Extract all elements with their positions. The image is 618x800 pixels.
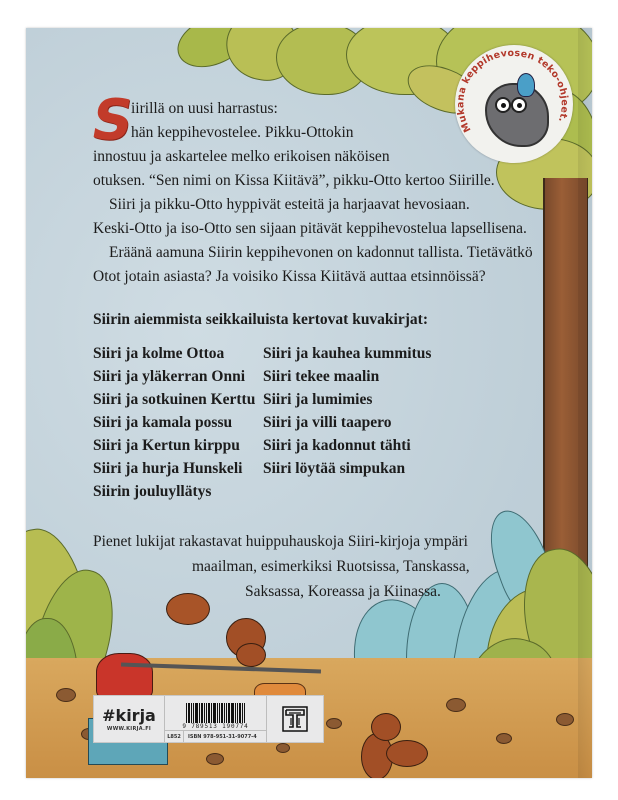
- intro-line: iirillä on uusi harrastus:: [131, 100, 278, 117]
- dropcap-letter: S: [86, 88, 139, 153]
- red-polka-dot-bag: [96, 653, 153, 700]
- brand-url: WWW.KIRJA.FI: [106, 725, 152, 732]
- barcode-icon: [186, 703, 246, 723]
- intro-line: innostuu ja askartelee melko erikoisen näköisen: [93, 148, 390, 165]
- intro-line: otuksen. “Sen nimi on Kissa Kiitävä”, pikku-Otto kertoo Siirille.: [93, 172, 495, 189]
- outro-line: Saksassa, Koreassa ja Kiinassa.: [245, 583, 441, 600]
- outro-line: maailman, esimerkiksi Ruotsissa, Tanskassa,: [192, 558, 470, 575]
- intro-line: Otot jotain asiasta? Ja voisiko Kissa Kiitävä auttaa etsinnöissä?: [93, 268, 486, 285]
- isbn-number: ISBN 978-951-31-9077-4: [188, 733, 257, 740]
- previous-books-heading: Siirin aiemmista seikkailuista kertovat kuvakirjat:: [93, 311, 428, 328]
- barcode-digits: 9 789513 190774: [182, 723, 249, 730]
- intro-line: Eräänä aamuna Siirin keppihevonen on kadonnut tallista. Tietävätkö: [109, 244, 533, 261]
- barcode-block: [165, 696, 267, 742]
- book-title: Siiri ja kadonnut tähti: [263, 437, 411, 454]
- intro-line: Siiri ja pikku-Otto hyppivät esteitä ja harjaavat hevosiaan.: [109, 196, 470, 213]
- book-title: Siiri ja yläkerran Onni: [93, 368, 245, 385]
- spine-shade: [578, 28, 592, 778]
- book-title: Siiri löytää simpukan: [263, 460, 406, 477]
- book-title: Siiri ja kolme Ottoa: [93, 345, 225, 362]
- book-title: Siiri ja kauhea kummitus: [263, 345, 432, 362]
- svg-text:Mukana keppihevosen teko-ohjee: Mukana keppihevosen teko-ohjeet.: [455, 47, 570, 134]
- book-title: Siiri ja kamala possu: [93, 414, 233, 431]
- blue-hat-icon: [517, 73, 535, 97]
- outro-line: Pienet lukijat rakastavat huippuhauskoja Siiri-kirjoja ympäri: [93, 533, 468, 550]
- book-title: Siirin jouluyllätys: [93, 483, 212, 500]
- book-title: Siiri ja sotkuinen Kerttu: [93, 391, 256, 408]
- class-code: L852: [165, 731, 184, 742]
- book-title: Siiri ja lumimies: [263, 391, 373, 408]
- intro-line: hän keppihevostelee. Pikku-Ottokin: [131, 124, 354, 141]
- book-title: Siiri ja villi taapero: [263, 414, 392, 431]
- instructions-sticker: [455, 45, 573, 163]
- intro-line: Keski-Otto ja iso-Otto sen sijaan pitävät keppihevostelua lapsellisena.: [93, 220, 527, 237]
- barcode-panel: [93, 695, 324, 743]
- tammi-logo-icon: [267, 696, 323, 742]
- publisher-brand: [94, 696, 165, 742]
- book-title: Siiri ja hurja Hunskeli: [93, 460, 243, 477]
- book-title: Siiri tekee maalin: [263, 368, 380, 385]
- book-title: Siiri ja Kertun kirppu: [93, 437, 240, 454]
- brand-name: #kirja: [102, 705, 156, 725]
